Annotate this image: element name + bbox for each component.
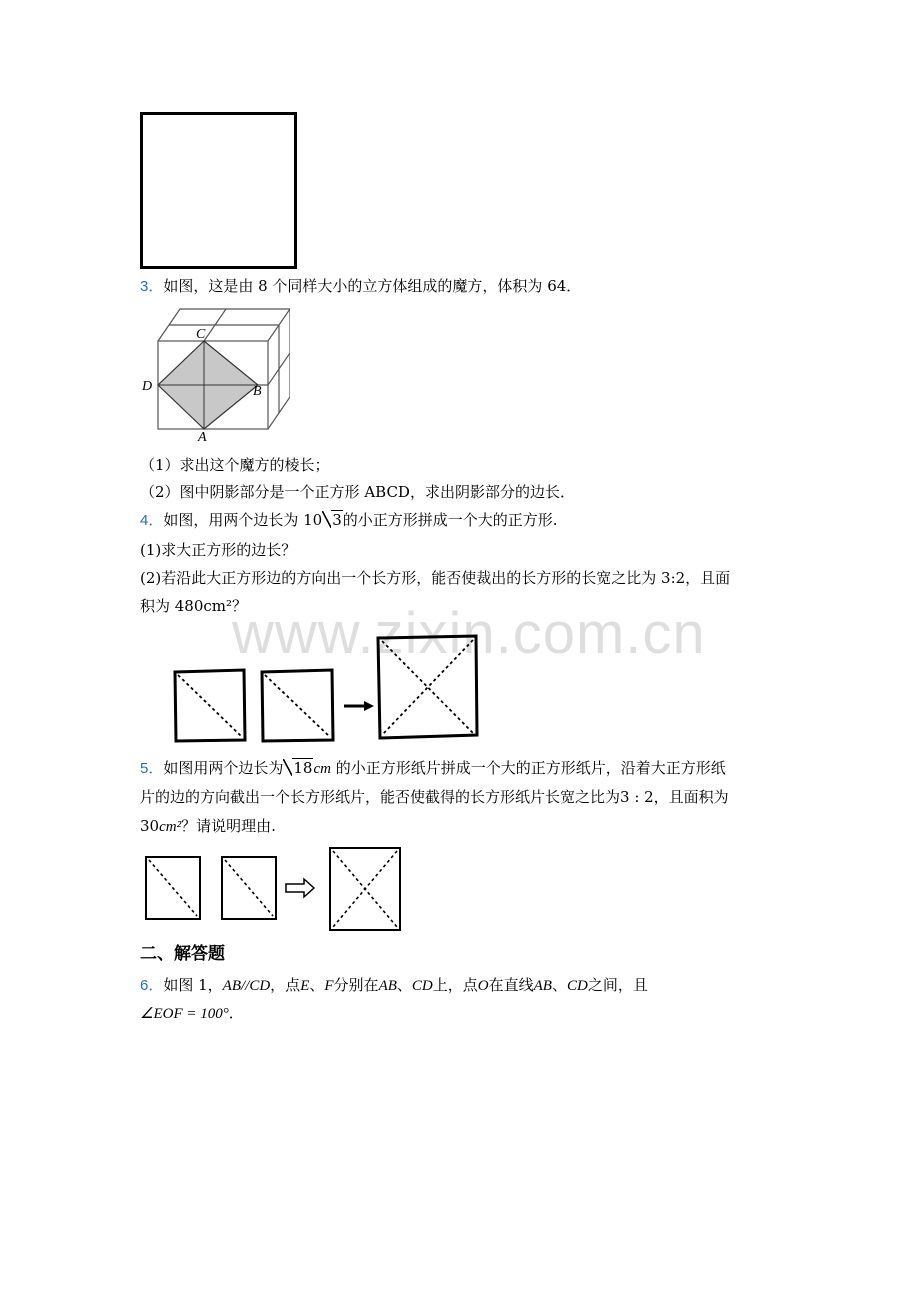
q4-text-a: 如图，用两个边长为 10 — [163, 511, 323, 529]
q6-ab3: AB — [533, 978, 552, 994]
q5-line3-rest: ？请说明理由. — [181, 817, 276, 835]
q6-number: 6． — [140, 977, 164, 994]
q6-line2-end: ． — [228, 1004, 244, 1022]
q5-line2: 片的边的方向截出一个长方形纸片，能否使截得的长方形纸片长宽之比为3 : 2，且面积为 — [140, 788, 729, 806]
q5-squares-figure — [142, 846, 404, 932]
q4-number: 4． — [140, 512, 164, 529]
q6-ab: AB — [222, 978, 241, 994]
q6-cd: CD — [249, 978, 271, 994]
watermark-text: www.zixin.com.cn — [232, 601, 706, 666]
q6-line1 — [140, 975, 648, 996]
q6-sep2: 、 — [396, 976, 412, 994]
q3-line — [140, 276, 581, 297]
q5-area-unit: cm² — [159, 819, 182, 835]
q5-line1 — [140, 758, 726, 779]
q3-sub2: （2）图中阴影部分是一个正方形 ABCD，求出阴影部分的边长． — [140, 483, 575, 501]
q5-line3 — [140, 816, 276, 837]
q6-cd3: CD — [566, 978, 588, 994]
q3-sub1: （1）求出这个魔方的棱长； — [140, 456, 330, 474]
q5-number: 5． — [140, 760, 164, 777]
label-a: A — [198, 430, 207, 445]
section-title: 二、解答题 — [140, 944, 225, 964]
q6-text-c: 分别在 — [333, 976, 379, 994]
cube-figure — [140, 305, 290, 445]
q4-sub1: (1)求大正方形的边长？ — [140, 541, 297, 559]
q4-text-b: 的小正方形拼成一个大的正方形. — [342, 511, 558, 529]
label-b: B — [253, 384, 262, 399]
sqrt-symbol — [283, 758, 313, 778]
q4-sub2-cont: 积为 480cm²？ — [140, 597, 248, 615]
q6-parallel: // — [240, 978, 250, 994]
q6-text-a: 如图 1， — [163, 976, 223, 994]
q6-text-d: 上，点 — [432, 976, 478, 994]
q4-sub2: (2)若沿此大正方形边的方向出一个长方形，能否使裁出的长方形的长宽之比为 3:2，且面 — [140, 569, 731, 587]
q6-e: E — [300, 978, 310, 994]
q6-ab2: AB — [378, 978, 397, 994]
q6-cd2: CD — [411, 978, 433, 994]
label-d: D — [142, 379, 153, 394]
q3-number: 3． — [140, 278, 164, 295]
q6-f: F — [324, 978, 334, 994]
sqrt-symbol — [322, 510, 343, 530]
q6-text-b: ，点 — [270, 976, 301, 994]
q6-sep3: 、 — [551, 976, 567, 994]
q5-text-a: 如图用两个边长为 — [163, 759, 284, 777]
q4-radicand: 3 — [332, 511, 342, 529]
q6-text-e: 在直线 — [488, 976, 534, 994]
q5-area-value: 30 — [140, 817, 160, 835]
q4-squares-figure — [170, 634, 482, 746]
q6-sep: 、 — [309, 976, 325, 994]
q5-unit: cm — [313, 761, 331, 777]
q6-o: O — [477, 978, 489, 994]
label-c: C — [196, 327, 206, 342]
q6-text-f: 之间，且 — [587, 976, 648, 994]
q4-line — [140, 510, 558, 531]
q6-line2 — [140, 1003, 244, 1024]
q5-radicand: 18 — [293, 759, 313, 777]
q5-text-b: 的小正方形纸片拼成一个大的正方形纸片，沿着大正方形纸 — [335, 759, 726, 777]
q6-angle: ∠EOF = 100° — [140, 1006, 229, 1022]
square-figure — [140, 112, 297, 269]
q3-text: 如图，这是由 8 个同样大小的立方体组成的魔方，体积为 64． — [163, 277, 582, 295]
